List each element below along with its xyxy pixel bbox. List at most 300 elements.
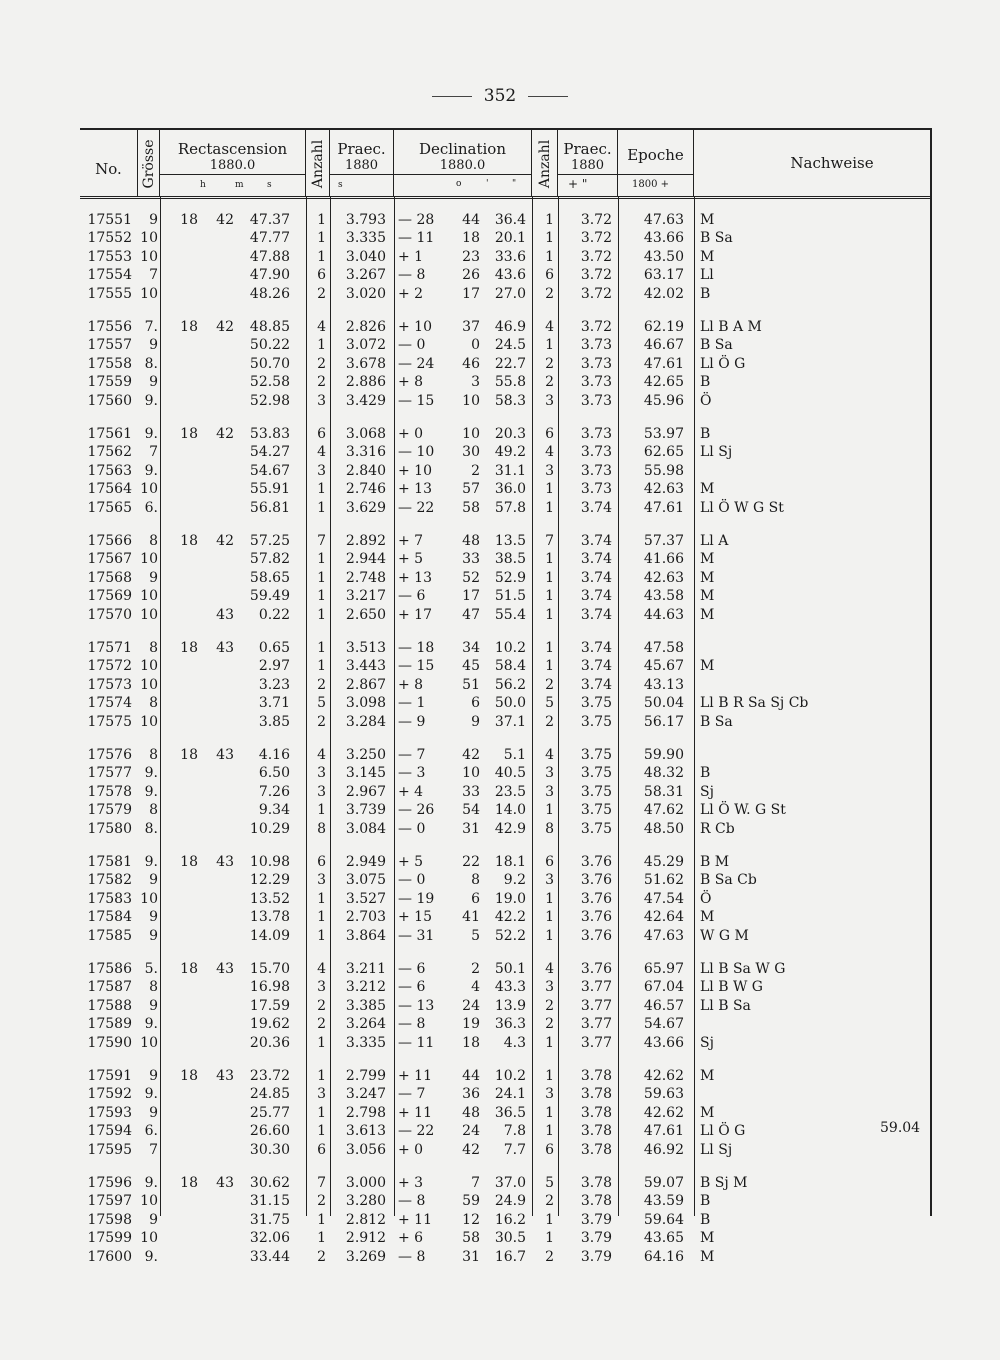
- cell-dec-min: 10: [462, 392, 480, 409]
- cell-dec-deg: + 17: [398, 606, 432, 623]
- cell-no: 17589: [87, 1016, 132, 1033]
- cell-ra-s: 2.97: [258, 658, 290, 675]
- cell-epoche: 46.67: [643, 337, 684, 354]
- cell-epoche: 42.02: [643, 285, 684, 302]
- cell-praec-2: 3.72: [580, 285, 612, 302]
- cell-dec-min: 10: [462, 765, 480, 782]
- cell-dec-min: 22: [462, 854, 480, 870]
- cell-ra-s: 57.25: [249, 533, 290, 549]
- cell-nachweise: B Sa: [700, 230, 733, 247]
- table-row: [80, 393, 930, 411]
- cell-anzahl-2: 2: [545, 713, 554, 730]
- cell-praec: 3.443: [345, 658, 386, 675]
- cell-dec-sec: 36.5: [494, 1104, 526, 1121]
- cell-praec: 3.020: [345, 285, 386, 302]
- cell-no: 17554: [87, 267, 132, 284]
- cell-dec-min: 8: [471, 872, 480, 889]
- cell-epoche: 59.64: [643, 1211, 684, 1228]
- cell-epoche: 47.61: [643, 355, 684, 372]
- cell-anzahl-2: 3: [545, 872, 554, 889]
- cell-no: 17588: [87, 997, 132, 1014]
- cell-dec-deg: + 15: [398, 909, 432, 926]
- cell-nachweise: B Sa: [700, 713, 733, 730]
- cell-ra-s: 19.62: [249, 1016, 290, 1033]
- cell-ra-h: 18: [180, 1175, 198, 1191]
- cell-epoche: 59.90: [643, 747, 684, 763]
- cell-dec-deg: + 8: [398, 676, 424, 693]
- cell-ra-s: 0.22: [258, 606, 290, 623]
- cell-no: 17552: [87, 230, 132, 247]
- cell-praec-2: 3.74: [580, 606, 612, 623]
- cell-dec-sec: 13.5: [494, 533, 526, 549]
- cell-groesse: 9: [149, 569, 158, 586]
- cell-anzahl: 1: [317, 337, 326, 354]
- cell-anzahl: 2: [317, 997, 326, 1014]
- cell-nachweise: Ll Sj: [700, 1141, 733, 1158]
- cell-anzahl: 1: [317, 1034, 326, 1051]
- cell-groesse: 5.: [144, 961, 158, 977]
- cell-praec: 3.145: [345, 765, 386, 782]
- cell-no: 17598: [87, 1211, 132, 1228]
- table-row: [80, 319, 930, 337]
- cell-dec-min: 33: [462, 783, 480, 800]
- cell-anzahl: 4: [317, 961, 326, 977]
- cell-dec-sec: 55.8: [494, 374, 526, 391]
- cell-anzahl: 1: [317, 551, 326, 568]
- cell-groesse: 8: [149, 802, 158, 819]
- cell-epoche: 58.31: [643, 783, 684, 800]
- cell-epoche: 47.58: [643, 640, 684, 656]
- table-row: [80, 588, 930, 606]
- cell-epoche: 43.59: [643, 1193, 684, 1210]
- cell-nachweise: Ll Ö W. G St: [700, 802, 786, 819]
- cell-nachweise: Sj: [700, 1034, 714, 1051]
- cell-anzahl: 1: [317, 212, 326, 228]
- cell-no: 17592: [87, 1086, 132, 1103]
- cell-anzahl-2: 1: [545, 212, 554, 228]
- cell-anzahl: 1: [317, 230, 326, 247]
- cell-dec-sec: 13.9: [494, 997, 526, 1014]
- cell-ra-h: 18: [180, 640, 198, 656]
- cell-no: 17566: [87, 533, 132, 549]
- cell-anzahl-2: 1: [545, 1123, 554, 1140]
- cell-groesse: 10: [140, 588, 158, 605]
- cell-dec-min: 31: [462, 1248, 480, 1265]
- cell-groesse: 9: [149, 927, 158, 944]
- cell-dec-min: 31: [462, 820, 480, 837]
- cell-dec-sec: 40.5: [494, 765, 526, 782]
- cell-dec-sec: 20.3: [494, 426, 526, 442]
- table-row: [80, 821, 930, 839]
- cell-ra-h: 18: [180, 854, 198, 870]
- cell-praec-2: 3.75: [580, 713, 612, 730]
- cell-ra-s: 15.70: [249, 961, 290, 977]
- cell-no: 17555: [87, 285, 132, 302]
- cell-anzahl: 1: [317, 1211, 326, 1228]
- cell-dec-sec: 18.1: [494, 854, 526, 870]
- table-row: [80, 1175, 930, 1193]
- cell-ra-m: 42: [216, 533, 234, 549]
- cell-dec-deg: — 0: [398, 872, 426, 889]
- cell-praec-2: 3.79: [580, 1248, 612, 1265]
- cell-epoche: 42.62: [643, 1104, 684, 1121]
- cell-anzahl: 3: [317, 392, 326, 409]
- cell-ra-s: 0.65: [258, 640, 290, 656]
- cell-dec-sec: 31.1: [494, 462, 526, 479]
- cell-dec-sec: 10.2: [494, 1068, 526, 1084]
- cell-dec-deg: + 3: [398, 1175, 424, 1191]
- cell-groesse: 10: [140, 285, 158, 302]
- cell-ra-s: 14.09: [249, 927, 290, 944]
- cell-epoche: 45.29: [643, 854, 684, 870]
- cell-no: 17557: [87, 337, 132, 354]
- cell-anzahl: 5: [317, 695, 326, 712]
- cell-epoche: 41.66: [643, 551, 684, 568]
- cell-dec-min: 2: [471, 961, 480, 977]
- cell-ra-s: 55.91: [249, 481, 290, 498]
- cell-nachweise: M: [700, 1248, 715, 1265]
- cell-ra-s: 50.22: [249, 337, 290, 354]
- table-row: [80, 677, 930, 695]
- cell-dec-deg: + 1: [398, 248, 424, 265]
- cell-groesse: 10: [140, 890, 158, 907]
- table-row: [80, 500, 930, 518]
- cell-praec-2: 3.73: [580, 374, 612, 391]
- cell-dec-min: 36: [462, 1086, 480, 1103]
- cell-epoche: 57.37: [643, 533, 684, 549]
- cell-ra-s: 17.59: [249, 997, 290, 1014]
- cell-dec-deg: — 7: [398, 1086, 426, 1103]
- cell-dec-min: 58: [462, 499, 480, 516]
- cell-epoche: 55.98: [643, 462, 684, 479]
- cell-dec-min: 58: [462, 1230, 480, 1247]
- table-row: [80, 1123, 930, 1141]
- cell-anzahl-2: 3: [545, 783, 554, 800]
- cell-praec: 3.264: [345, 1016, 386, 1033]
- cell-groesse: 9: [149, 997, 158, 1014]
- cell-ra-s: 31.15: [249, 1193, 290, 1210]
- cell-anzahl-2: 1: [545, 890, 554, 907]
- cell-groesse: 7: [149, 1141, 158, 1158]
- cell-no: 17579: [87, 802, 132, 819]
- cell-nachweise: Ll B A M: [700, 319, 762, 335]
- cell-ra-s: 48.85: [249, 319, 290, 335]
- cell-anzahl-2: 3: [545, 462, 554, 479]
- cell-groesse: 9.: [144, 783, 158, 800]
- cell-nachweise: M: [700, 569, 715, 586]
- cell-nachweise: B Sa: [700, 337, 733, 354]
- cell-anzahl-2: 2: [545, 1193, 554, 1210]
- cell-praec-2: 3.77: [580, 997, 612, 1014]
- cell-anzahl: 2: [317, 355, 326, 372]
- cell-epoche: 56.17: [643, 713, 684, 730]
- cell-groesse: 9.: [144, 1016, 158, 1033]
- cell-epoche: 62.19: [643, 319, 684, 335]
- cell-praec: 3.513: [345, 640, 386, 656]
- cell-praec: 2.912: [345, 1230, 386, 1247]
- cell-dec-sec: 7.8: [503, 1123, 526, 1140]
- table-row: [80, 1230, 930, 1248]
- cell-groesse: 9.: [144, 1175, 158, 1191]
- cell-praec: 2.840: [345, 462, 386, 479]
- table-row: [80, 979, 930, 997]
- cell-ra-s: 52.58: [249, 374, 290, 391]
- cell-dec-min: 17: [462, 285, 480, 302]
- cell-groesse: 8.: [144, 355, 158, 372]
- cell-no: 17559: [87, 374, 132, 391]
- cell-praec-2: 3.76: [580, 909, 612, 926]
- cell-anzahl: 6: [317, 426, 326, 442]
- cell-anzahl-2: 1: [545, 499, 554, 516]
- cell-epoche: 47.61: [643, 499, 684, 516]
- cell-dec-sec: 22.7: [494, 355, 526, 372]
- cell-epoche: 45.96: [643, 392, 684, 409]
- cell-dec-sec: 55.4: [494, 606, 526, 623]
- cell-praec-2: 3.77: [580, 1034, 612, 1051]
- cell-groesse: 10: [140, 1193, 158, 1210]
- cell-dec-sec: 4.3: [503, 1034, 526, 1051]
- cell-praec-2: 3.73: [580, 426, 612, 442]
- cell-praec: 3.068: [345, 426, 386, 442]
- cell-epoche: 62.65: [643, 444, 684, 461]
- cell-dec-sec: 7.7: [503, 1141, 526, 1158]
- cell-ra-s: 13.52: [249, 890, 290, 907]
- cell-anzahl: 2: [317, 713, 326, 730]
- cell-praec-2: 3.74: [580, 499, 612, 516]
- cell-praec: 3.098: [345, 695, 386, 712]
- cell-dec-min: 0: [471, 337, 480, 354]
- cell-ra-s: 24.85: [249, 1086, 290, 1103]
- table-row: [80, 1212, 930, 1230]
- cell-epoche: 42.64: [643, 909, 684, 926]
- cell-epoche: 43.58: [643, 588, 684, 605]
- cell-anzahl-2: 7: [545, 533, 554, 549]
- cell-groesse: 9.: [144, 765, 158, 782]
- table-row: [80, 891, 930, 909]
- cell-epoche: 42.63: [643, 569, 684, 586]
- cell-dec-deg: — 7: [398, 747, 426, 763]
- cell-anzahl: 3: [317, 765, 326, 782]
- cell-dec-min: 30: [462, 444, 480, 461]
- cell-no: 17596: [87, 1175, 132, 1191]
- cell-epoche: 43.65: [643, 1230, 684, 1247]
- cell-no: 17581: [87, 854, 132, 870]
- cell-anzahl: 1: [317, 1230, 326, 1247]
- cell-nachweise: Ll B W G: [700, 979, 763, 996]
- cell-dec-min: 23: [462, 248, 480, 265]
- cell-nachweise: Ö: [700, 890, 712, 907]
- cell-praec-2: 3.74: [580, 588, 612, 605]
- table-row: [80, 1068, 930, 1086]
- cell-dec-min: 24: [462, 997, 480, 1014]
- cell-praec: 3.316: [345, 444, 386, 461]
- cell-praec: 3.212: [345, 979, 386, 996]
- cell-praec: 3.056: [345, 1141, 386, 1158]
- cell-dec-sec: 14.0: [494, 802, 526, 819]
- cell-dec-sec: 16.7: [494, 1248, 526, 1265]
- cell-praec: 3.211: [345, 961, 386, 977]
- cell-dec-min: 44: [462, 212, 480, 228]
- cell-epoche: 53.97: [643, 426, 684, 442]
- cell-nachweise: B: [700, 1193, 711, 1210]
- cell-nachweise: M: [700, 658, 715, 675]
- cell-anzahl: 1: [317, 481, 326, 498]
- cell-praec: 2.748: [345, 569, 386, 586]
- cell-ra-s: 47.37: [249, 212, 290, 228]
- cell-anzahl-2: 1: [545, 640, 554, 656]
- header-no: No.: [80, 130, 138, 196]
- cell-dec-deg: — 19: [398, 890, 435, 907]
- cell-no: 17585: [87, 927, 132, 944]
- cell-praec: 3.284: [345, 713, 386, 730]
- cell-ra-s: 4.16: [258, 747, 290, 763]
- cell-dec-sec: 20.1: [494, 230, 526, 247]
- cell-praec-2: 3.74: [580, 533, 612, 549]
- cell-ra-s: 6.50: [258, 765, 290, 782]
- cell-anzahl-2: 3: [545, 979, 554, 996]
- cell-anzahl-2: 3: [545, 1086, 554, 1103]
- cell-anzahl-2: 2: [545, 355, 554, 372]
- cell-epoche: 65.97: [643, 961, 684, 977]
- cell-no: 17575: [87, 713, 132, 730]
- cell-dec-deg: + 7: [398, 533, 424, 549]
- cell-ra-m: 42: [216, 319, 234, 335]
- table-row: [80, 1193, 930, 1211]
- cell-no: 17600: [87, 1248, 132, 1265]
- cell-dec-min: 59: [462, 1193, 480, 1210]
- cell-groesse: 10: [140, 1230, 158, 1247]
- cell-dec-sec: 9.2: [503, 872, 526, 889]
- cell-ra-m: 43: [216, 1175, 234, 1191]
- cell-dec-deg: — 1: [398, 695, 426, 712]
- cell-dec-deg: + 5: [398, 854, 424, 870]
- cell-groesse: 8: [149, 979, 158, 996]
- cell-epoche: 42.63: [643, 481, 684, 498]
- cell-no: 17599: [87, 1230, 132, 1247]
- cell-anzahl: 1: [317, 909, 326, 926]
- table-row: [80, 444, 930, 462]
- cell-nachweise: Ll Ö G: [700, 1123, 746, 1140]
- cell-groesse: 6.: [144, 1123, 158, 1140]
- cell-dec-deg: + 10: [398, 319, 432, 335]
- cell-praec: 3.280: [345, 1193, 386, 1210]
- table-row: [80, 1035, 930, 1053]
- cell-groesse: 8: [149, 747, 158, 763]
- cell-dec-min: 41: [462, 909, 480, 926]
- cell-ra-s: 23.72: [249, 1068, 290, 1084]
- cell-dec-min: 54: [462, 802, 480, 819]
- cell-praec-2: 3.75: [580, 802, 612, 819]
- cell-dec-min: 2: [471, 462, 480, 479]
- cell-nachweise: M: [700, 551, 715, 568]
- cell-dec-deg: — 31: [398, 927, 435, 944]
- cell-epoche: 43.13: [643, 676, 684, 693]
- table-row: [80, 658, 930, 676]
- cell-anzahl: 1: [317, 658, 326, 675]
- cell-groesse: 10: [140, 676, 158, 693]
- cell-no: 17594: [87, 1123, 132, 1140]
- cell-dec-sec: 37.0: [494, 1175, 526, 1191]
- cell-no: 17586: [87, 961, 132, 977]
- cell-anzahl-2: 2: [545, 1248, 554, 1265]
- table-row: [80, 1249, 930, 1267]
- cell-dec-sec: 27.0: [494, 285, 526, 302]
- cell-dec-deg: + 0: [398, 1141, 424, 1158]
- table-row: [80, 426, 930, 444]
- cell-anzahl: 4: [317, 319, 326, 335]
- cell-praec: 3.267: [345, 267, 386, 284]
- cell-praec: 3.217: [345, 588, 386, 605]
- cell-ra-s: 3.85: [258, 713, 290, 730]
- cell-epoche: 43.66: [643, 230, 684, 247]
- cell-ra-s: 25.77: [249, 1104, 290, 1121]
- cell-groesse: 9: [149, 374, 158, 391]
- cell-nachweise: B Sj M: [700, 1175, 748, 1191]
- cell-praec: 2.799: [345, 1068, 386, 1084]
- margin-note: 59.04: [880, 1120, 921, 1136]
- table-row: [80, 356, 930, 374]
- cell-dec-deg: — 8: [398, 1016, 426, 1033]
- cell-epoche: 42.65: [643, 374, 684, 391]
- cell-no: 17563: [87, 462, 132, 479]
- cell-dec-deg: — 22: [398, 499, 435, 516]
- cell-nachweise: Ll B Sa: [700, 997, 751, 1014]
- table-row: [80, 249, 930, 267]
- table-row: [80, 854, 930, 872]
- cell-anzahl: 7: [317, 1175, 326, 1191]
- cell-groesse: 9.: [144, 426, 158, 442]
- cell-ra-s: 53.83: [249, 426, 290, 442]
- cell-no: 17569: [87, 588, 132, 605]
- cell-praec: 2.886: [345, 374, 386, 391]
- cell-ra-s: 10.29: [249, 820, 290, 837]
- cell-dec-min: 44: [462, 1068, 480, 1084]
- cell-anzahl: 1: [317, 640, 326, 656]
- cell-dec-sec: 43.6: [494, 267, 526, 284]
- cell-anzahl-2: 2: [545, 997, 554, 1014]
- cell-praec: 2.892: [345, 533, 386, 549]
- cell-no: 17583: [87, 890, 132, 907]
- cell-dec-deg: — 6: [398, 588, 426, 605]
- cell-dec-min: 6: [471, 890, 480, 907]
- cell-dec-deg: — 11: [398, 230, 435, 247]
- cell-no: 17574: [87, 695, 132, 712]
- cell-praec-2: 3.75: [580, 783, 612, 800]
- cell-ra-s: 3.71: [258, 695, 290, 712]
- cell-dec-deg: + 11: [398, 1104, 432, 1121]
- cell-praec-2: 3.72: [580, 267, 612, 284]
- cell-groesse: 10: [140, 481, 158, 498]
- table-row: [80, 909, 930, 927]
- cell-anzahl-2: 1: [545, 230, 554, 247]
- cell-ra-h: 18: [180, 426, 198, 442]
- cell-dec-sec: 19.0: [494, 890, 526, 907]
- header-anzahl-2: Anzahl: [532, 130, 558, 196]
- cell-groesse: 9: [149, 1104, 158, 1121]
- cell-praec: 2.798: [345, 1104, 386, 1121]
- cell-praec-2: 3.74: [580, 640, 612, 656]
- cell-ra-s: 57.82: [249, 551, 290, 568]
- cell-praec-2: 3.78: [580, 1193, 612, 1210]
- cell-praec-2: 3.75: [580, 765, 612, 782]
- cell-dec-deg: — 13: [398, 997, 435, 1014]
- cell-no: 17595: [87, 1141, 132, 1158]
- cell-praec: 3.000: [345, 1175, 386, 1191]
- cell-dec-min: 24: [462, 1123, 480, 1140]
- cell-groesse: 9: [149, 872, 158, 889]
- cell-praec-2: 3.73: [580, 337, 612, 354]
- cell-ra-m: 42: [216, 212, 234, 228]
